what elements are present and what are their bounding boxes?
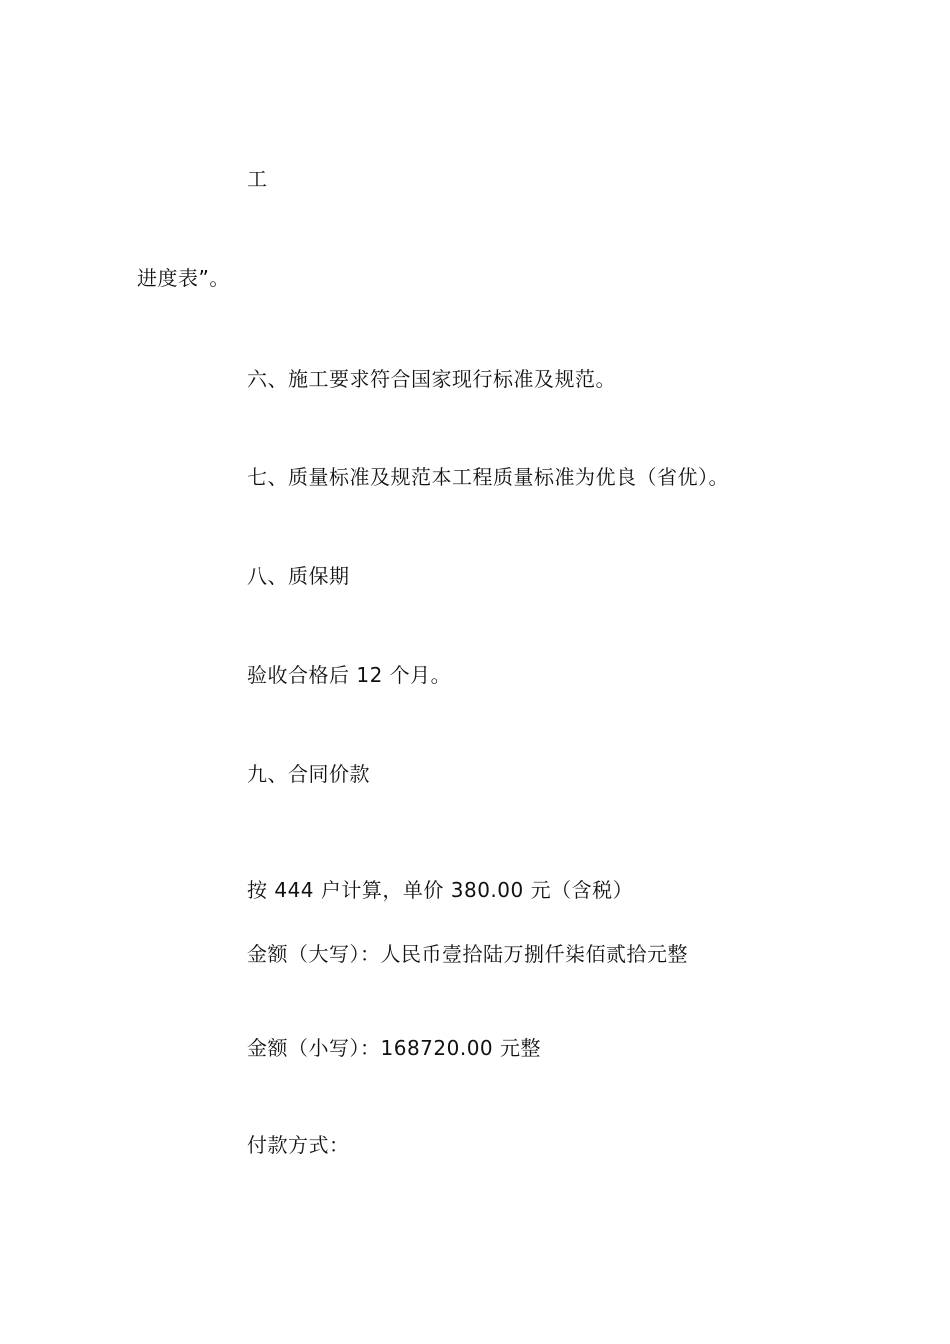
amount-in-figures: 金额（小写）：168720.00 元整	[247, 1036, 542, 1060]
unit-price-text: 按 444 户计算，单价 380.00 元（含税）	[247, 878, 634, 902]
section-nine-heading: 九、合同价款	[247, 762, 370, 786]
section-eight-heading: 八、质保期	[247, 564, 350, 588]
warranty-period-text: 验收合格后 12 个月。	[247, 663, 452, 687]
text-line-2: 进度表”。	[137, 266, 230, 290]
payment-method-heading: 付款方式：	[247, 1133, 350, 1157]
section-seven: 七、质量标准及规范本工程质量标准为优良（省优）。	[247, 465, 729, 489]
text-line-1: 工	[247, 167, 268, 191]
section-six: 六、施工要求符合国家现行标准及规范。	[247, 367, 616, 391]
amount-in-words: 金额（大写）：人民币壹拾陆万捌仟柒佰贰拾元整	[247, 942, 688, 966]
